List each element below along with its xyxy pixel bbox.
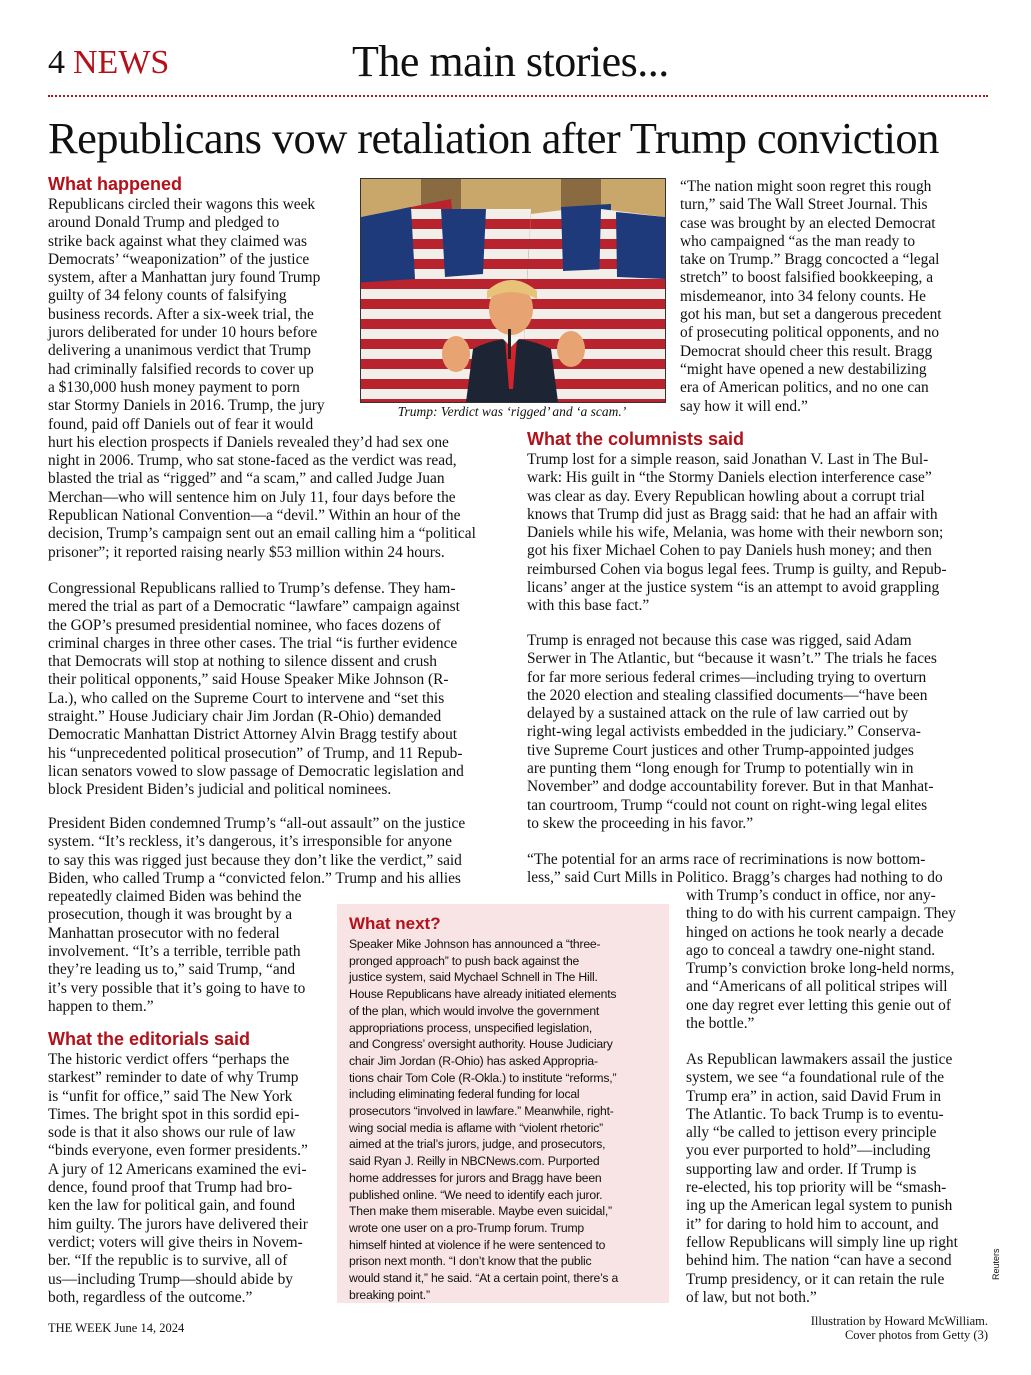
text-line: with this base fact.”	[527, 597, 650, 615]
text-line: repeatedly claimed Biden was behind the	[48, 888, 302, 906]
text-line: Republicans circled their wagons this week	[48, 196, 316, 213]
text-line: star Stormy Daniels in 2016. Trump, the jury	[48, 397, 325, 415]
text-line: misdemeanor, into 34 felony counts. He	[680, 287, 927, 305]
text-line: tan courtroom, Trump “could not count on right-wing legal elites	[527, 796, 928, 814]
text-line: with Trump’s conduct in office, nor any-	[686, 887, 936, 904]
text-line: and Congress’ oversight authority. House Judiciary	[349, 1037, 613, 1052]
text-line: Democratic Manhattan District Attorney Alvin Bragg testify about	[48, 726, 458, 744]
text-line: “The potential for an arms race of recriminations is now bottom-	[527, 851, 926, 868]
what-happened-heading: What happened	[48, 174, 182, 194]
text-line: appropriations process, unspecified legislation,	[349, 1020, 593, 1035]
text-line: fellow Republicans will simply line up right	[686, 1233, 958, 1251]
text-line: “might have opened a new destabilizing	[680, 360, 927, 378]
text-line: got his man, but set a dangerous precedent	[680, 306, 942, 324]
text-line: dence, found proof that Trump had bro-	[48, 1179, 293, 1197]
wsj-editorial-paragraph	[680, 178, 942, 416]
text-line: blasted the trial as “rigged” and “a scam,” and called Judge Juan	[48, 470, 445, 488]
text-line: Then make them miserable. Maybe even suicidal,”	[349, 1204, 612, 1219]
text-line: thing to do with his current campaign. They	[686, 905, 956, 923]
text-line: wark: His guilt in “the Stormy Daniels election interference case”	[527, 469, 932, 487]
text-line: criminal charges in three other cases. The trial “is further evidence	[48, 634, 458, 652]
columnists-paragraph-3-narrow	[686, 887, 956, 1033]
article-headline: Republicans vow retaliation after Trump conviction	[48, 113, 939, 163]
editorials-paragraph	[48, 1051, 308, 1307]
text-line: Serwer in The Atlantic, but “because it wasn’t.” The trials he faces	[527, 650, 937, 668]
text-line: Democrats’ “weaponization” of the justice	[48, 250, 310, 268]
text-line: Republican National Convention—a “devil.” Within an hour of the	[48, 507, 461, 525]
text-line: The Atlantic. To back Trump is to eventu-	[686, 1105, 944, 1123]
text-line: their political opponents,” said House Speaker Mike Johnson (R-	[48, 671, 449, 689]
text-line: The historic verdict offers “perhaps the	[48, 1051, 290, 1068]
photo-credit: Reuters	[991, 1248, 1001, 1280]
text-line: happen to them.”	[48, 997, 154, 1015]
text-line: straight.” House Judiciary chair Jim Jordan (R-Ohio) demanded	[48, 708, 442, 726]
text-line: lican senators vowed to slow passage of Democratic legislation and	[48, 762, 464, 780]
columnists-paragraph-1	[527, 451, 947, 616]
columnists-paragraph-4	[686, 1051, 958, 1307]
footer-issue: THE WEEK June 14, 2024	[48, 1321, 185, 1335]
text-line: ing up the American legal system to punish	[686, 1197, 953, 1215]
text-line: Trump presidency, or it can retain the rule	[686, 1270, 945, 1288]
text-line: the 2020 election and stealing classified documents—“have been	[527, 686, 928, 704]
text-line: including eliminating federal funding for local	[349, 1087, 580, 1102]
text-line: sode is that it also shows our rule of law	[48, 1124, 296, 1142]
text-line: Merchan—who will sentence him on July 11, four days before the	[48, 488, 456, 506]
text-line: ber. “If the republic is to survive, all of	[48, 1252, 288, 1270]
text-line: chair Jim Jordan (R-Ohio) has asked Appropria-	[349, 1053, 598, 1068]
text-line: involvement. “It’s a terrible, terrible path	[48, 943, 301, 961]
text-line: starkest” reminder to date of why Trump	[48, 1069, 299, 1087]
text-line: say how it will end.”	[680, 397, 808, 415]
text-line: it” for daring to hold him to account, and	[686, 1215, 939, 1233]
text-line: November” and dodge accountability forever. But in that Manhat-	[527, 778, 934, 796]
page-number: 4 NEWS	[48, 44, 170, 81]
text-line: hurt his election prospects if Daniels revealed they’d had sex one	[48, 433, 449, 451]
text-line: ken the law for political gain, and found	[48, 1197, 296, 1215]
text-line: it’s very possible that it’s going to have to	[48, 979, 306, 997]
text-line: of law, but not both.”	[686, 1288, 817, 1306]
text-line: justice system, said Mychael Schnell in The Hill.	[349, 970, 598, 985]
text-line: Trump lost for a simple reason, said Jonathan V. Last in The Bul-	[527, 451, 929, 468]
text-line: guilty of 34 felony counts of falsifying	[48, 287, 287, 305]
text-line: prosecutors “involved in lawfare.” Meanwhile, right-	[349, 1104, 614, 1119]
text-line: to say this was rigged just because they don’t like the verdict,” said	[48, 851, 462, 869]
text-line: stretch” to boost falsified bookkeeping, a	[680, 269, 934, 287]
text-line: him guilty. The jurors have delivered their	[48, 1215, 308, 1233]
text-line: prosecution, though it was brought by a	[48, 906, 293, 924]
text-line: Daniels while his wife, Melania, was home with their newborn son;	[527, 524, 944, 542]
columnists-paragraph-2	[527, 632, 937, 833]
text-line: era of American politics, and no one can	[680, 379, 929, 397]
text-line: ally “be called to jettison every principle	[686, 1124, 937, 1142]
header-divider	[48, 95, 988, 97]
text-line: a $130,000 hush money payment to porn	[48, 378, 300, 396]
text-line: are punting them “long enough for Trump to potentially win in	[527, 760, 914, 778]
text-line: home addresses for jurors and Bragg have been	[349, 1170, 602, 1185]
text-line: the GOP’s presumed presidential nominee, who faces dozens of	[48, 616, 441, 634]
text-line: verdict; voters will give theirs in Novem-	[48, 1233, 303, 1251]
text-line: Trump is enraged not because this case was rigged, said Adam	[527, 632, 912, 649]
columnists-heading: What the columnists said	[527, 429, 745, 449]
text-line: hinged on actions he took nearly a decade	[686, 923, 944, 941]
text-line: you ever purported to hold”—including	[686, 1142, 931, 1160]
text-line: to skew the proceeding in his favor.”	[527, 814, 754, 832]
text-line: aimed at the trial’s jurors, judge, and prosecutors,	[349, 1137, 606, 1152]
text-line: night in 2006. Trump, who sat stone-faced as the verdict was read,	[48, 452, 457, 470]
text-line: system, after a Manhattan jury found Trump	[48, 269, 321, 287]
page-title: The main stories...	[352, 37, 669, 86]
text-line: House Republicans have already initiated elements	[349, 987, 617, 1002]
text-line: tions chair Tom Cole (R-Okla.) to institute “reforms,”	[349, 1070, 617, 1085]
text-line: found, paid off Daniels out of fear it would	[48, 415, 314, 433]
text-line: his “unprecedented political prosecution” of Trump, and 11 Repub-	[48, 744, 463, 762]
text-line: behind him. The nation “can have a second	[686, 1252, 952, 1270]
text-line: Speaker Mike Johnson has announced a “three-	[349, 937, 601, 951]
text-line: that Democrats will stop at nothing to silence dissent and crush	[48, 653, 437, 671]
text-line: said Ryan J. Reilly in NBCNews.com. Purported	[349, 1154, 600, 1169]
text-line: got his fixer Michael Cohen to pay Daniels hush money; and then	[527, 542, 932, 560]
text-line: delayed by a sustained attack on the rule of law carried out by	[527, 705, 909, 723]
text-line: pronged approach” to push back against the	[349, 953, 580, 968]
text-line: knows that Trump did just as Bragg said: that he had an affair with	[527, 505, 938, 523]
text-line: Congressional Republicans rallied to Trump’s defense. They ham-	[48, 580, 456, 597]
text-line: wrote one user on a pro-Trump forum. Trump	[349, 1220, 584, 1235]
text-line: take on Trump.” Bragg concocted a “legal	[680, 251, 940, 269]
text-line: case was brought by an elected Democrat	[680, 214, 936, 232]
photo-caption: Trump: Verdict was ‘rigged’ and ‘a scam.’	[397, 404, 627, 419]
text-line: block President Biden’s judicial and political nominees.	[48, 781, 392, 799]
text-line: supporting law and order. If Trump is	[686, 1160, 917, 1178]
illustration-credit: Illustration by Howard McWilliam. Cover photos from Getty (3)	[810, 1314, 988, 1342]
text-line: himself hinted at violence if he were sentenced to	[349, 1237, 606, 1252]
text-line: around Donald Trump and pledged to	[48, 214, 280, 232]
text-line: ago to conceal a tawdry one-night stand.	[686, 941, 936, 959]
what-next-heading: What next?	[349, 914, 441, 933]
text-line: delivering a unanimous verdict that Trump	[48, 342, 311, 360]
text-line: and “Americans of all political stripes will	[686, 978, 948, 996]
text-line: A jury of 12 Americans examined the evi-	[48, 1160, 307, 1178]
text-line: Manhattan prosecutor with no federal	[48, 924, 280, 942]
section-label: NEWS	[73, 44, 170, 81]
text-line: prison next month. “I don’t know that the public	[349, 1254, 592, 1269]
text-line: jurors deliberated for under 10 hours before	[48, 324, 318, 342]
text-line: “binds everyone, even former presidents.”	[48, 1142, 308, 1160]
text-line: of the plan, which would involve the government	[349, 1003, 600, 1018]
text-line: Trump’s conviction broke long-held norms,	[686, 960, 955, 978]
text-line: La.), who called on the Supreme Court to intervene and “set this	[48, 689, 445, 707]
what-happened-paragraph-2	[48, 580, 464, 800]
text-line: one day regret ever letting this genie out of	[686, 996, 951, 1014]
text-line: re-elected, his top priority will be “smash-	[686, 1179, 947, 1197]
text-line: less,” said Curt Mills in Politico. Bragg’s charges had nothing to do	[527, 869, 943, 887]
text-line: licans’ anger at the justice system “is an attempt to avoid grappling	[527, 579, 940, 597]
text-line: President Biden condemned Trump’s “all-out assault” on the justice	[48, 815, 466, 832]
text-line: right-wing legal activists embedded in the judiciary.” Conserva-	[527, 723, 921, 741]
text-line: us—including Trump—should abide by	[48, 1270, 293, 1288]
text-line: for far more serious federal crimes—including trying to overturn	[527, 668, 927, 686]
text-line: breaking point.”	[349, 1287, 430, 1302]
trump-at-podium-image	[361, 179, 665, 402]
text-line: who campaigned “as the man ready to	[680, 232, 916, 250]
text-line: is “unfit for office,” said The New York	[48, 1087, 293, 1105]
text-line: Biden, who called Trump a “convicted felon.” Trump and his allies	[48, 869, 461, 887]
editorials-heading: What the editorials said	[48, 1029, 251, 1049]
text-line: strike back against what they claimed was	[48, 232, 307, 250]
text-line: business records. After a six-week trial, the	[48, 305, 314, 323]
text-line: “The nation might soon regret this rough	[680, 178, 932, 195]
text-line: reimbursed Cohen via bogus legal fees. Trump is guilty, and Repub-	[527, 560, 947, 578]
text-line: turn,” said The Wall Street Journal. This	[680, 196, 928, 214]
text-line: published online. “We need to identify each juror.	[349, 1187, 603, 1202]
text-line: was clear as day. Every Republican howling about a corrupt trial	[527, 487, 925, 505]
text-line: As Republican lawmakers assail the justice	[686, 1051, 953, 1068]
text-line: tive Supreme Court justices and other Trump-appointed judges	[527, 741, 914, 759]
text-line: system. “It’s reckless, it’s dangerous, it’s irresponsible for anyone	[48, 833, 452, 851]
text-line: prisoner”; it reported raising nearly $53 million within 24 hours.	[48, 543, 445, 561]
text-line: mered the trial as part of a Democratic “lawfare” campaign against	[48, 598, 460, 616]
text-line: Trump era” in action, said David Frum in	[686, 1087, 942, 1105]
text-line: would stand it,” he said. “At a certain point, there’s a	[349, 1271, 619, 1286]
text-line: of prosecuting political opponents, and no	[680, 324, 940, 342]
columnists-paragraph-3-wide	[527, 851, 943, 888]
text-line: Democrat should cheer this result. Bragg	[680, 342, 933, 360]
text-line: decision, Trump’s campaign sent out an email calling him a “political	[48, 525, 476, 543]
what-next-text	[349, 936, 618, 1303]
text-line: Times. The bright spot in this sordid epi-	[48, 1105, 300, 1123]
text-line: system, we see “a foundational rule of the	[686, 1069, 945, 1087]
text-line: had criminally falsified records to cover up	[48, 360, 314, 378]
trump-photo	[360, 178, 666, 403]
text-line: both, regardless of the outcome.”	[48, 1288, 253, 1306]
what-next-sidebar	[337, 904, 669, 1303]
text-line: they’re leading us to,” said Trump, “and	[48, 961, 296, 979]
text-line: wing social media is aflame with “violent rhetoric”	[349, 1120, 603, 1135]
text-line: the bottle.”	[686, 1015, 755, 1033]
